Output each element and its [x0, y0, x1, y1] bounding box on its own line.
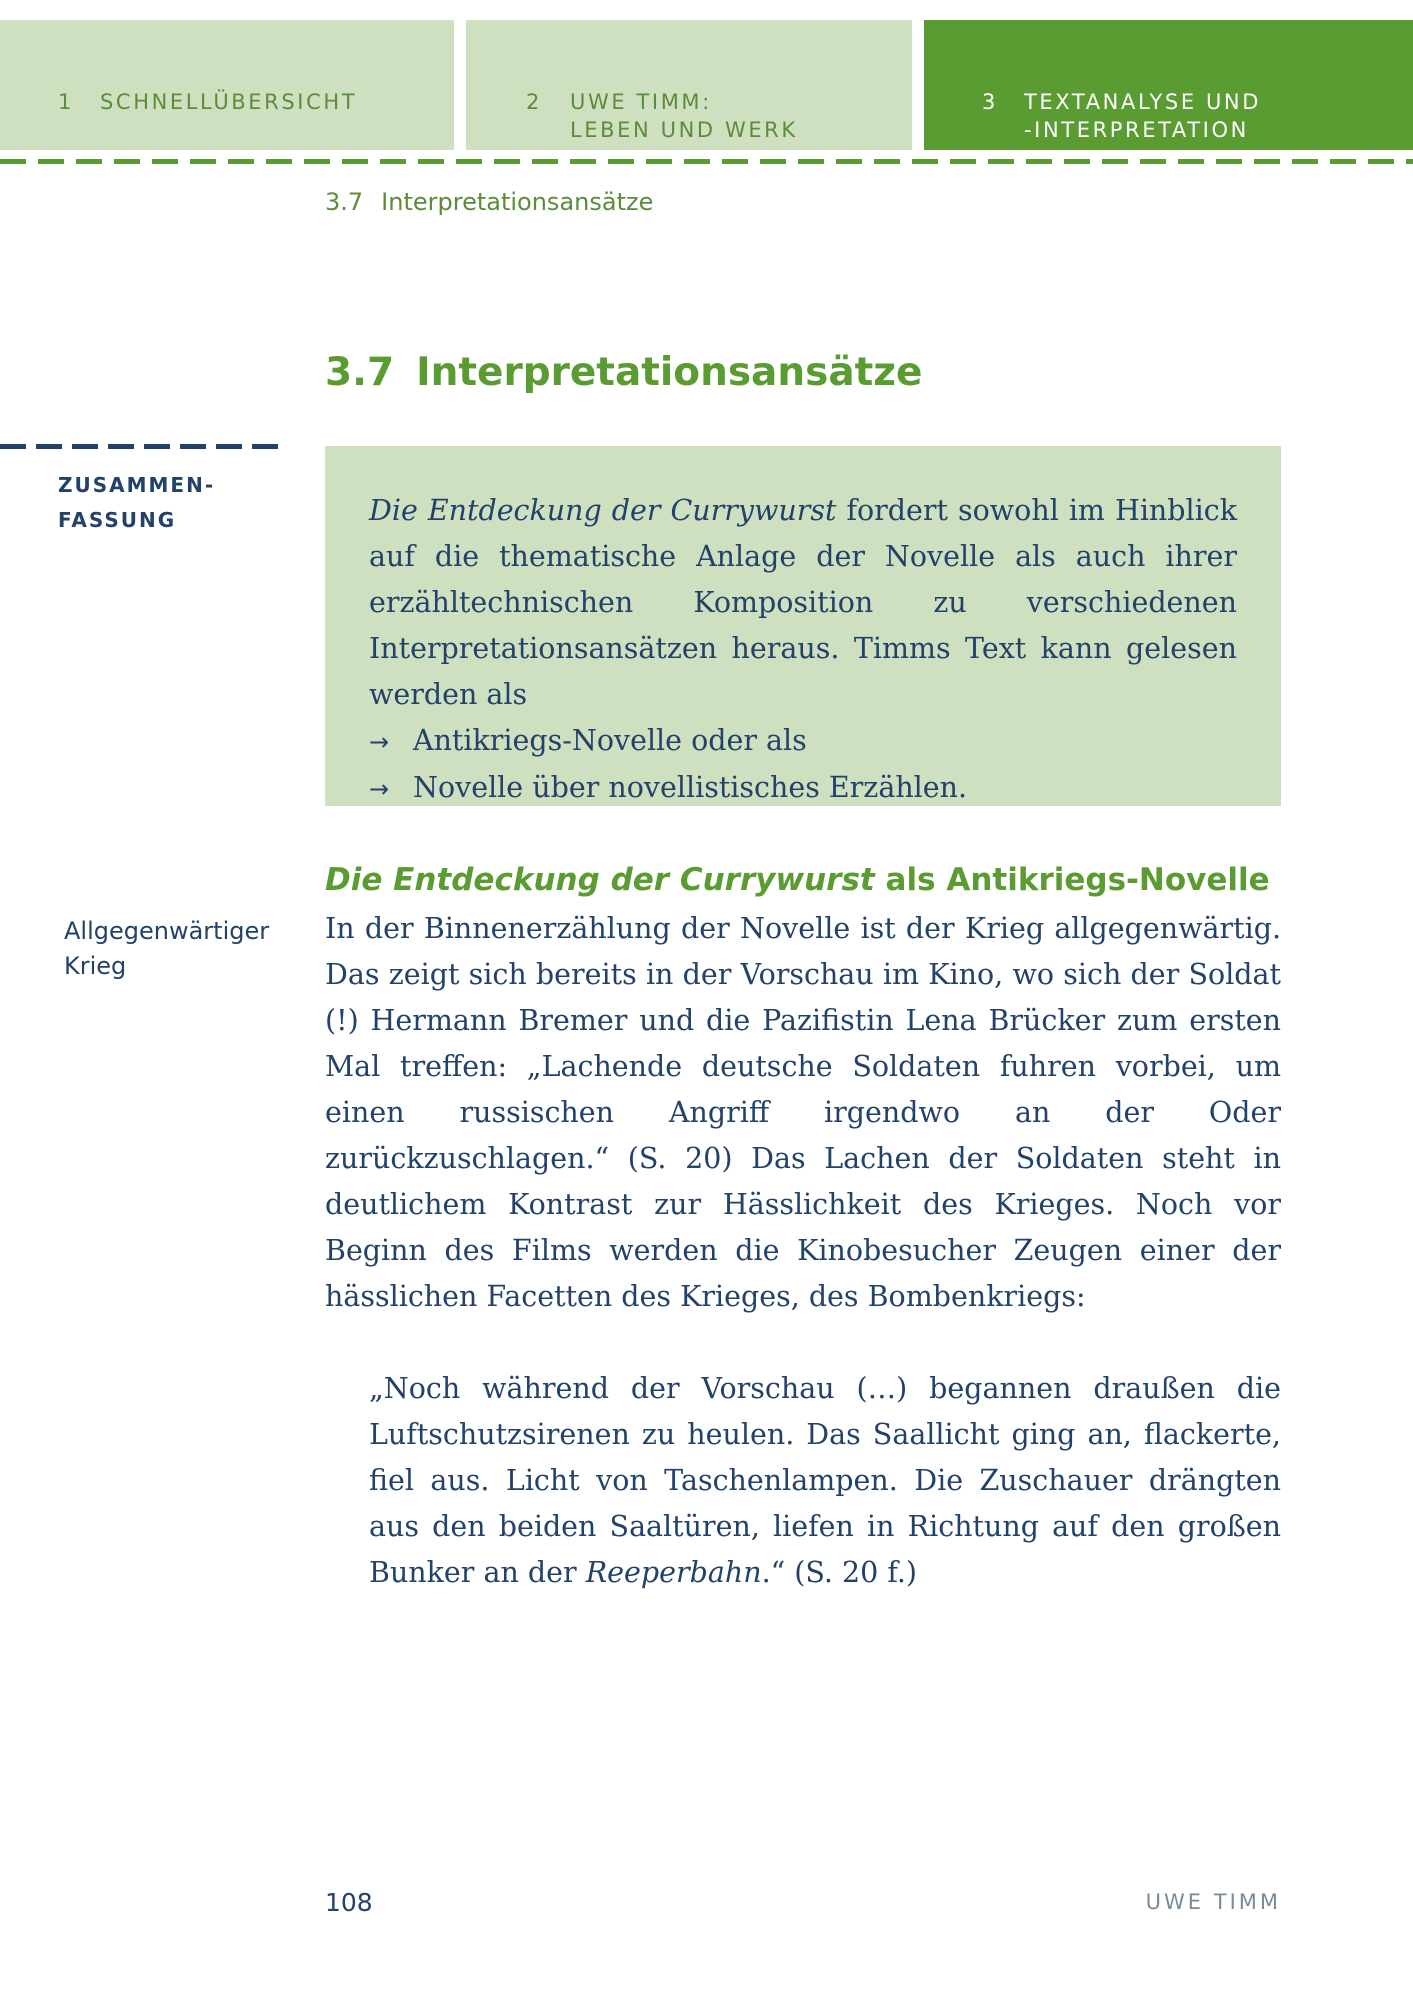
- tab-leben-und-werk[interactable]: [466, 20, 912, 150]
- body-paragraph: In der Binnenerzählung der Novelle ist der Krieg allgegenwärtig. Das zeigt sich bereits in der Vorschau im Kino, wo sich der Soldat (!) Hermann Bremer und die Pazifistin Lena Brücker zum ersten Mal treffen: „Lachende deutsche Soldaten fuhren vorbei, um einen russischen Angriff irgendwo an der Oder zurückzuschlagen.“ (S. 20) Das Lachen der Soldaten steht in deutlichem Kontrast zur Hässlichkeit des Krieges. Noch vor Beginn des Films werden die Kinobesucher Zeugen einer der hässlichen Facetten des Krieges, des Bombenkriegs:: [325, 912, 1281, 1313]
- section-number: 3.7: [325, 350, 395, 395]
- tab-number: 2: [526, 90, 542, 114]
- tab-label: TEXTANALYSE UND -INTERPRETATION: [1024, 90, 1262, 142]
- running-head-title: Interpretationsansätze: [381, 188, 654, 216]
- tab-number: 3: [982, 90, 998, 114]
- tab-label: UWE TIMM: LEBEN UND WERK: [570, 90, 798, 142]
- header-dashed-rule: [0, 159, 1413, 164]
- subsection-work-title: Die Entdeckung der Currywurst: [325, 862, 875, 898]
- summary-sidebar-label: ZUSAMMEN- FASSUNG: [58, 473, 216, 532]
- summary-list-item: → Antikriegs-Novelle oder als: [369, 718, 1237, 765]
- work-title: Die Entdeckung der Currywurst: [369, 494, 837, 527]
- summary-text: Die Entdeckung der Currywurst fordert sowohl im Hinblick auf die thematische Anlage der Novelle als auch ihrer erzähltechnischen Komposition zu verschiedenen Interpretationsansätzen heraus. Timms Text kann gelesen werden als: [369, 494, 1237, 711]
- footer-author: UWE TIMM: [1145, 1890, 1281, 1914]
- section-title: Interpretationsansätze: [416, 350, 923, 395]
- sidebar-dashed-rule: [0, 444, 278, 449]
- quote-italic: Reeperbahn: [585, 1556, 762, 1589]
- summary-list-item: → Novelle über novellistisches Erzählen.: [369, 765, 1237, 812]
- section-heading: [325, 350, 922, 395]
- running-head-number: 3.7: [325, 188, 364, 216]
- tab-textanalyse-active[interactable]: [924, 20, 1413, 150]
- block-quote: „Noch während der Vorschau (…) begannen draußen die Luftschutzsirenen zu heulen. Das Saallicht ging an, flackerte, fiel aus. Licht von Taschenlampen. Die Zuschauer drängten aus den beiden Saaltüren, liefen in Richtung auf den großen Bunker an der Reeperbahn.“ (S. 20 f.): [369, 1372, 1281, 1589]
- tab-number: 1: [58, 90, 74, 114]
- margin-note: Allgegenwärtiger Krieg: [64, 917, 270, 980]
- page-number: 108: [325, 1888, 373, 1917]
- arrow-icon: →: [369, 775, 390, 803]
- arrow-icon: →: [369, 728, 390, 756]
- running-head: [325, 188, 653, 216]
- subsection-heading: Die Entdeckung der Currywurst als Antikriegs-Novelle: [325, 862, 1270, 898]
- summary-box: [325, 446, 1281, 806]
- tab-schnelluebersicht[interactable]: [0, 20, 454, 150]
- tab-label: SCHNELLÜBERSICHT: [100, 90, 358, 114]
